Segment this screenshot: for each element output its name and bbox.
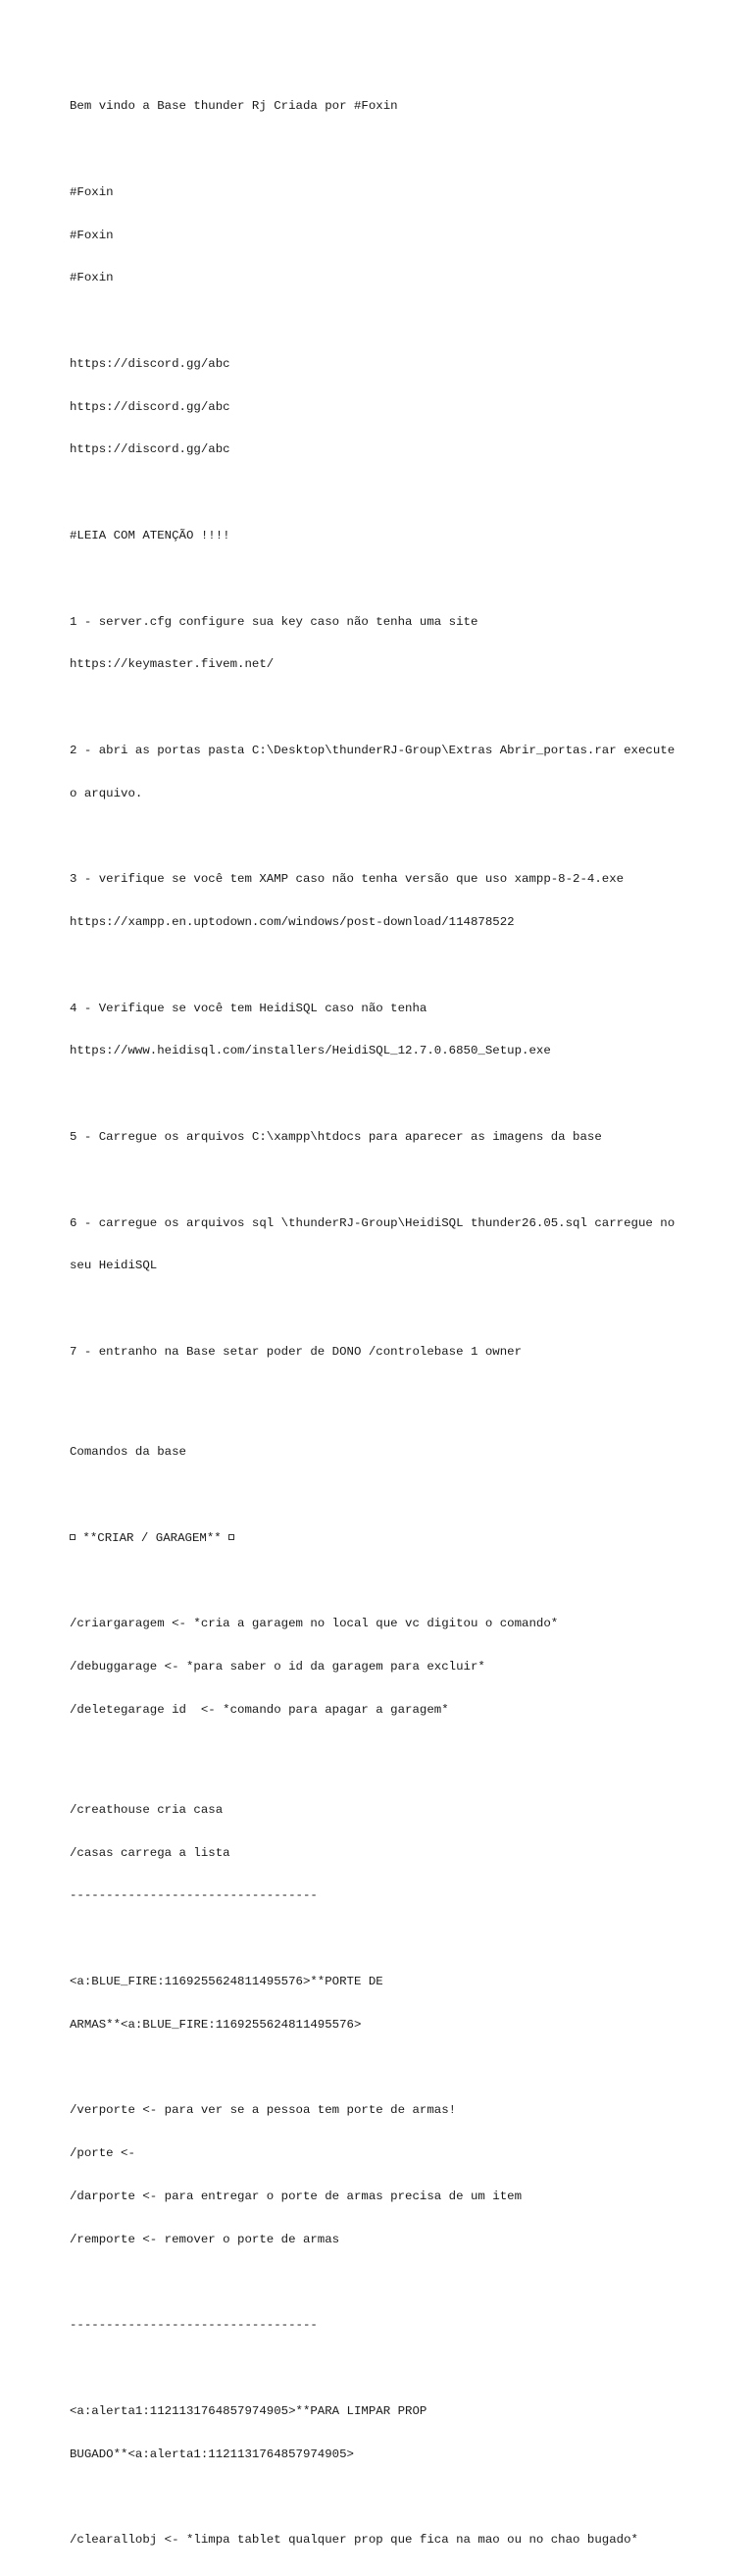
command-line: /casas carrega a lista (70, 1845, 230, 1860)
discord-link: https://discord.gg/abc (70, 399, 230, 414)
step-line: 6 - carregue os arquivos sql \thunderRJ-Group\HeidiSQL thunder26.05.sql carregue no (70, 1215, 676, 1230)
step-line: https://xampp.en.uptodown.com/windows/post-download/114878522 (70, 915, 515, 930)
garage-commands (70, 1588, 694, 1746)
step-5 (70, 1102, 694, 1173)
discord-link: https://discord.gg/abc (70, 356, 230, 371)
prop-commands (70, 2504, 694, 2576)
links-paragraph (70, 329, 694, 487)
step-1 (70, 586, 694, 700)
command-line: /deletegarage id <- *comando para apagar a garagem* (70, 1702, 449, 1717)
step-line: 1 - server.cfg configure sua key caso não tenha uma site (70, 614, 478, 629)
step-line: o arquivo. (70, 786, 143, 800)
step-line: 4 - Verifique se você tem HeidiSQL caso não tenha (70, 1001, 427, 1015)
step-line: https://keymaster.fivem.net/ (70, 657, 275, 672)
bullet-icon (228, 1534, 234, 1540)
tag-line: #Foxin (70, 228, 114, 242)
attention-line: #LEIA COM ATENÇÃO !!!! (70, 529, 230, 542)
attention-paragraph (70, 500, 694, 572)
discord-link: https://discord.gg/abc (70, 442, 230, 457)
step-line: https://www.heidisql.com/installers/HeidiSQL_12.7.0.6850_Setup.exe (70, 1044, 551, 1058)
step-line: 7 - entranho na Base setar poder de DONO /controlebase 1 owner (70, 1344, 523, 1359)
welcome-paragraph (70, 71, 694, 142)
divider-line: ---------------------------------- (70, 2318, 318, 2333)
garage-heading-line (70, 1531, 694, 1546)
tag-line: #Foxin (70, 184, 114, 199)
divider-line: ---------------------------------- (70, 1888, 318, 1903)
divider-paragraph (70, 2290, 694, 2361)
step-line: 5 - Carregue os arquivos C:\xampp\htdocs para aparecer as imagens da base (70, 1129, 602, 1144)
command-line: /darporte <- para entregar o porte de armas precisa de um item (70, 2189, 523, 2203)
command-line: /clearallobj <- *limpa tablet qualquer prop que fica na mao ou no chao bugado* (70, 2533, 638, 2548)
step-line: seu HeidiSQL (70, 1259, 158, 1273)
command-line: /verporte <- para ver se a pessoa tem porte de armas! (70, 2103, 457, 2118)
porte-heading-paragraph (70, 1946, 694, 2061)
command-line: /remporte <- remover o porte de armas (70, 2232, 340, 2246)
house-commands (70, 1775, 694, 1932)
step-3 (70, 844, 694, 958)
step-line: 3 - verifique se você tem XAMP caso não tenha versão que uso xampp-8-2-4.exe (70, 872, 625, 887)
command-line: /creathouse cria casa (70, 1802, 224, 1817)
command-line: /debuggarage <- *para saber o id da garagem para excluir* (70, 1659, 485, 1674)
porte-heading: ARMAS**<a:BLUE_FIRE:1169255624811495576> (70, 2017, 362, 2032)
step-4 (70, 972, 694, 1087)
step-6 (70, 1187, 694, 1302)
porte-heading: <a:BLUE_FIRE:1169255624811495576>**PORTE DE (70, 1974, 383, 1988)
command-line: /porte <- (70, 2146, 135, 2161)
prop-heading: BUGADO**<a:alerta1:1121131764857974905> (70, 2447, 354, 2461)
garage-heading-paragraph (70, 1502, 694, 1573)
porte-commands (70, 2075, 694, 2275)
prop-heading-paragraph (70, 2376, 694, 2491)
welcome-line: Bem vindo a Base thunder Rj Criada por #Foxin (70, 99, 398, 114)
prop-heading: <a:alerta1:1121131764857974905>**PARA LIMPAR PROP (70, 2403, 427, 2418)
tag-line: #Foxin (70, 271, 114, 285)
command-line: /criargaragem <- *cria a garagem no local que vc digitou o comando* (70, 1617, 559, 1631)
commands-heading: Comandos da base (70, 1445, 186, 1459)
step-2 (70, 715, 694, 830)
garage-heading: **CRIAR / GARAGEM** (75, 1530, 229, 1545)
step-7 (70, 1316, 694, 1388)
commands-heading-paragraph (70, 1417, 694, 1488)
step-line: 2 - abri as portas pasta C:\Desktop\thunderRJ-Group\Extras Abrir_portas.rar execute (70, 743, 676, 757)
tags-paragraph (70, 157, 694, 315)
